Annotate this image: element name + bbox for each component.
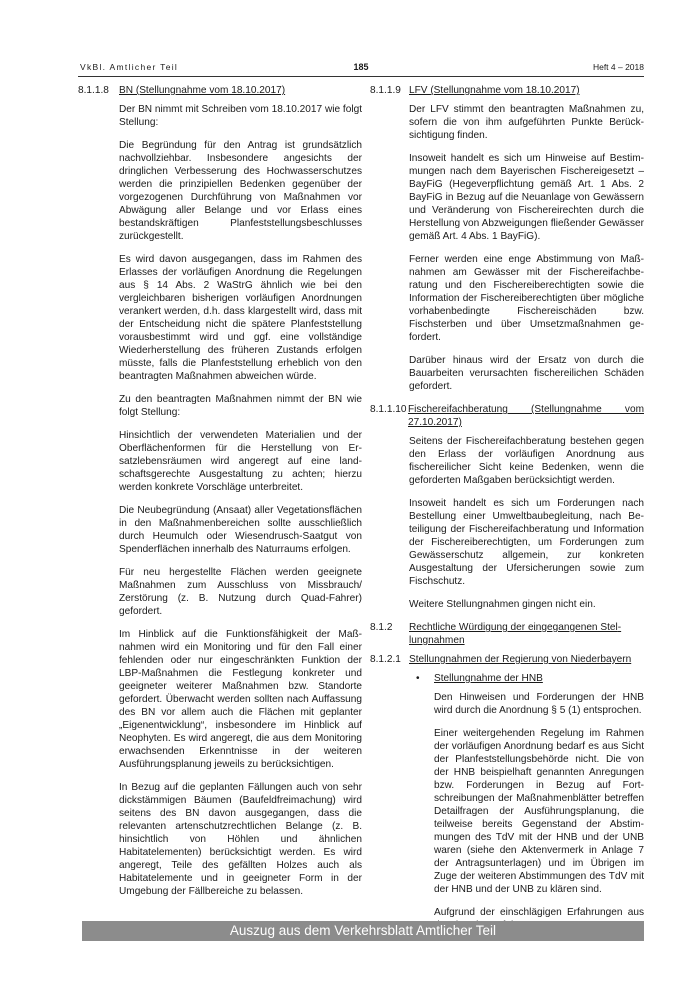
paragraph: Hinsichtlich der verwendeten Materialien und der Oberflächenformen für die Herstellung von Ersatzlebensräumen wird angeregt auf eine landschaftsgerechte Ausgestaltung zu achten; hierzu werden konkrete Vorschläge unterbreitet. xyxy=(119,430,362,493)
paragraph: Aufgrund der einschlägigen Erfahrungen aus xyxy=(434,907,644,918)
section-title: BN (Stellungnahme vom 18.10.2017) xyxy=(119,85,286,96)
section-title: Fischereifachberatung (Stellungnahme vom 27.10.2017) xyxy=(408,404,644,428)
section-title: Rechtliche Würdigung der eingegangenen Stellungnahmen xyxy=(409,622,622,646)
paragraph: Seitens der Fischereifachberatung bestehen gegen den Erlass der vorläufigen Anordnung aus fischereilicher Sicht keine Bedenken, wenn die geforderten Maßgaben berücksichtigt werden. xyxy=(409,436,644,486)
paragraph: Der BN nimmt mit Schreiben vom 18.10.2017 wie folgt Stellung: xyxy=(119,104,362,128)
paragraph: Insoweit handelt es sich um Hinweise auf Bestimmungen nach dem Bayerischen Fischereigesetzt – BayFiG (Hegeverpflichtung gemäß Art. 1 Abs. 2 BayFiG in Bezug auf die Neuanlage von Gewässern und Veränderung von Fischereirechten durch die Herstellung von Abzweigungen fließender Gewässer gemäß Art. 4 Abs. 1 BayFiG). xyxy=(409,153,644,242)
section-title: Stellungnahmen der Regierung von Niederbayern xyxy=(409,654,632,665)
section-heading xyxy=(370,621,644,647)
paragraph: In Bezug auf die geplanten Fällungen auch von sehr dickstämmigen Bäumen (Baufeldfreimachung) wird seitens des BN davon ausgegangen, dass die relevanten artenschutzrechtlichen Belange (z. B. hinsichtlich von Höhlen und ähnlichen Habitatelementen) berücksichtigt werden. Es wird angeregt, Teile des gefällten Holzes auch als Habitatelemente und in geeigneter Form in der Umgebung der Fällbereiche zu belassen. xyxy=(119,782,362,897)
paragraph: Es wird davon ausgegangen, dass im Rahmen des Erlasses der vorläufigen Anordnung die Regelungen aus § 14 Abs. 2 WaStrG ähnlich wie bei den vergleichbaren bisherigen vorläufigen Anordnungen verankert werden, d.h. dass klargestellt wird, dass mit der Entscheidung nicht die spätere Planfeststellung vorausbestimmt wird und ggf. eine vollständige Wiederherstellung des früheren Zustands erfolgen müsste, falls die Planfeststellung erheblich von den beantragten Maßnahmen abweichen würde. xyxy=(119,254,362,382)
issue-label: Heft 4 – 2018 xyxy=(592,62,644,72)
section-heading xyxy=(370,84,644,97)
page-header xyxy=(78,62,644,76)
paragraph: Weitere Stellungnahmen gingen nicht ein. xyxy=(409,599,596,610)
section-number: 8.1.1.8 xyxy=(78,85,109,96)
paragraph: Die Neubegründung (Ansaat) aller Vegetationsflächen in den Maßnahmenbereichen sollte ausschließlich durch Heumulch oder Wiesendrusch-Saatgut von Spenderflächen innerhalb des Naturraums erfolgen. xyxy=(119,505,362,555)
section-number: 8.1.1.9 xyxy=(370,85,401,96)
paragraph: Die Begründung für den Antrag ist grundsätzlich nachvollziehbar. Insbesondere angesichts der dringlichen Verbesserung des Hochwasserschutzes werden die prinzipiellen Bedenken gegenüber der vorgezogenen Durchführung von Maßnahmen vor Abwägung aller Belange und vor Erlass eines bestandskräftigen Planfeststellungsbeschlusses zurückgestellt. xyxy=(119,140,362,242)
paragraph: Insoweit handelt es sich um Forderungen nach Bestellung einer Umweltbaubegleitung, nach Beteiligung der Fischereifachberatung und Information der Fischereiberechtigten, um Forderungen zum Gewässerschutz allgemein, zur konkreten Ausgestaltung der Ufersicherungen sowie zum Fischschutz. xyxy=(409,498,644,587)
paragraph: Den Hinweisen und Forderungen der HNB wird durch die Anordnung § 5 (1) entsprochen. xyxy=(434,692,644,716)
section-title: LFV (Stellungnahme vom 18.10.2017) xyxy=(409,85,580,96)
right-column xyxy=(370,84,644,942)
section-heading xyxy=(78,84,362,97)
footer-banner: Auszug aus dem Verkehrsblatt Amtlicher Teil xyxy=(82,921,644,941)
section-number: 8.1.1.10 xyxy=(370,404,407,415)
left-column xyxy=(78,84,362,908)
section-number: 8.1.2.1 xyxy=(370,654,401,665)
bullet-title: Stellungnahme der HNB xyxy=(434,673,543,684)
paragraph: Der LFV stimmt den beantragten Maßnahmen zu, sofern die von ihm aufgeführten Punkte Berücksichtigung finden. xyxy=(409,104,644,141)
header-rule xyxy=(78,76,644,77)
section-number: 8.1.2 xyxy=(370,622,393,633)
paragraph: Im Hinblick auf die Funktionsfähigkeit der Maßnahmen wird ein Monitoring und für den Fall einer fehlenden oder nur eingeschränkten Funktion der LBP-Maßnahmen die Festlegung konkreter und geeigneter weiterer Maßnahmen bzw. Standorte gefordert. Überwacht werden sollten nach Auffassung des BN vor allem auch die Flächen mit geplanter „Eigenentwicklung“, insbesondere im Hinblick auf Neophyten. Es wird angeregt, die aus dem Monitoring erwachsenden Erkenntnisse in der weiteren Ausführungsplanung jeweils zu berücksichtigen. xyxy=(119,629,362,770)
section-heading xyxy=(370,653,644,666)
page-number: 185 xyxy=(353,62,369,72)
paragraph: Ferner werden eine enge Abstimmung von Maßnahmen am Gewässer mit der Fischereifachberatung und den Fischereiberechtigten sowie die Information der Fischereiberechtigten über mögliche vorhabenbedingte Fischereischäden bzw. Fischsterben und über Umsetzmaßnahmen gefordert. xyxy=(409,254,644,343)
paragraph: Zu den beantragten Maßnahmen nimmt der BN wie folgt Stellung: xyxy=(119,394,362,418)
paragraph: Für neu hergestellte Flächen werden geeignete Maßnahmen zum Ausschluss von Missbrauch/ Zerstörung (z. B. Nutzung durch Quad-Fahrer) gefordert. xyxy=(119,567,362,617)
bullet-item xyxy=(409,672,644,685)
bullet-marker: • xyxy=(416,673,420,684)
section-heading xyxy=(370,403,644,429)
paragraph: Einer weitergehenden Regelung im Rahmen der vorläufigen Anordnung bedarf es aus Sicht der Planfeststellungsbehörde nicht. Die von der HNB beispielhaft genannten Anregungen bzw. Forderungen in Bezug auf Fortschreibungen der Maßnahmenblätter betreffen Detailfragen der Ausführungsplanung, die teilweise bereits Gegenstand der Abstimmungen des TdV mit der HNB und der UNB waren (siehe den Aktenvermerk in Anlage 7 der Antragsunterlagen) und im Übrigen im Zuge der weiteren Abstimmungen des TdV mit der HNB und der UNB zu klären sind. xyxy=(434,728,644,895)
journal-name: VkBl. Amtlicher Teil xyxy=(80,62,179,72)
paragraph: Darüber hinaus wird der Ersatz von durch die Bauarbeiten verursachten fischereilichen Schäden gefordert. xyxy=(409,355,644,392)
